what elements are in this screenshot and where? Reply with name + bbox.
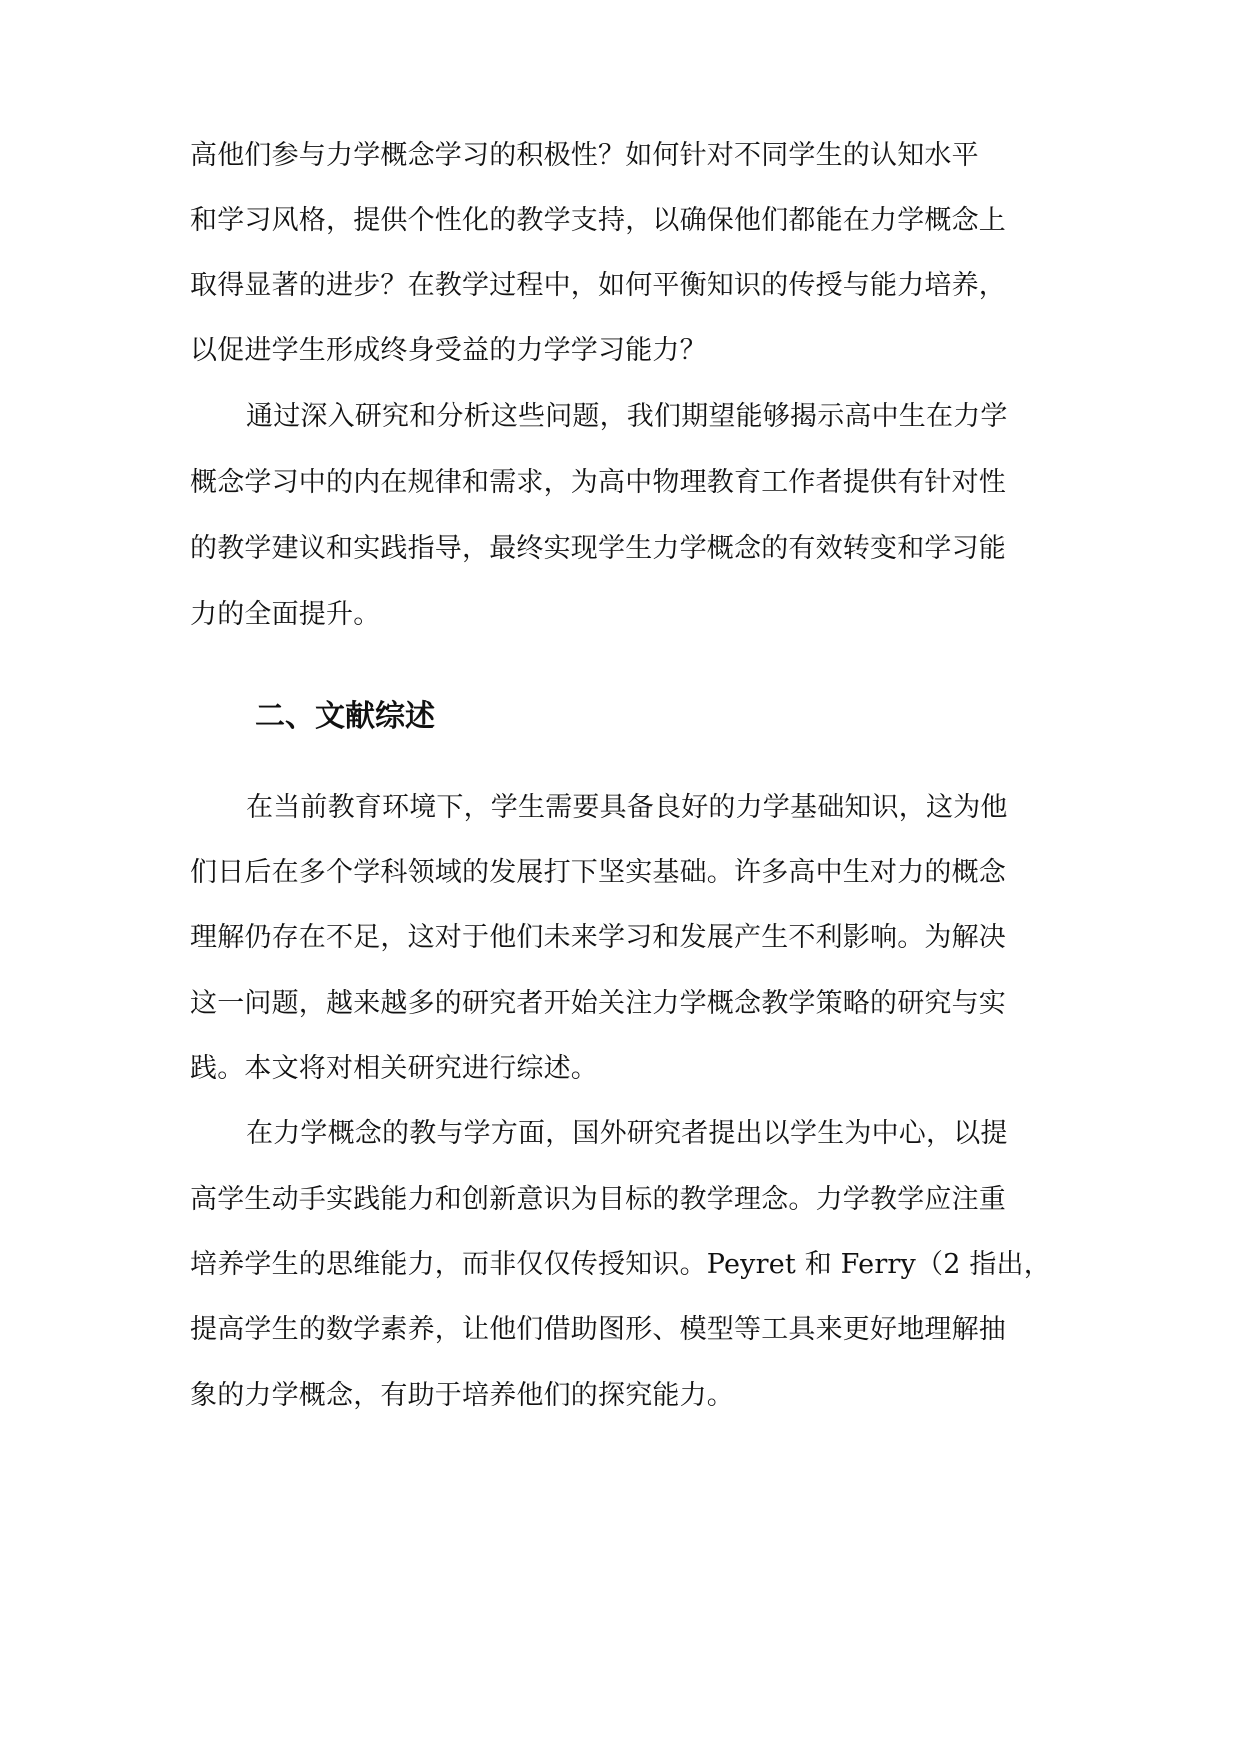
paragraph-line: 们日后在多个学科领域的发展打下坚实基础。许多高中生对力的概念 [190, 857, 1006, 888]
paragraph-line: 概念学习中的内在规律和需求，为高中物理教育工作者提供有针对性 [190, 467, 1006, 498]
paragraph-line: 这一问题，越来越多的研究者开始关注力学概念教学策略的研究与实 [190, 988, 1006, 1019]
paragraph-line: 通过深入研究和分析这些问题，我们期望能够揭示高中生在力学 [246, 401, 1008, 432]
paragraph-line: 的教学建议和实践指导，最终实现学生力学概念的有效转变和学习能 [190, 533, 1006, 564]
paragraph-line: 象的力学概念，有助于培养他们的探究能力。 [190, 1380, 734, 1411]
paragraph-line: 取得显著的进步？在教学过程中，如何平衡知识的传授与能力培养， [190, 270, 1006, 301]
paragraph-line: 力的全面提升。 [190, 599, 381, 630]
paragraph-line: 和学习风格，提供个性化的教学支持，以确保他们都能在力学概念上 [190, 205, 1006, 236]
paragraph-line: 培养学生的思维能力，而非仅仅传授知识。Peyret 和 Ferry（2 指出， [190, 1249, 1051, 1280]
paragraph-line: 在力学概念的教与学方面，国外研究者提出以学生为中心，以提 [246, 1118, 1008, 1149]
paragraph-line: 提高学生的数学素养，让他们借助图形、模型等工具来更好地理解抽 [190, 1314, 1006, 1345]
paragraph-line: 践。本文将对相关研究进行综述。 [190, 1053, 598, 1084]
paragraph-line: 高学生动手实践能力和创新意识为目标的教学理念。力学教学应注重 [190, 1184, 1006, 1215]
section-heading: 二、文献综述 [255, 699, 435, 734]
paragraph-line: 在当前教育环境下，学生需要具备良好的力学基础知识，这为他 [246, 792, 1008, 823]
paragraph-line: 理解仍存在不足，这对于他们未来学习和发展产生不利影响。为解决 [190, 922, 1006, 953]
paragraph-line: 高他们参与力学概念学习的积极性？如何针对不同学生的认知水平 [190, 140, 979, 171]
paragraph-line: 以促进学生形成终身受益的力学学习能力？ [190, 335, 707, 366]
